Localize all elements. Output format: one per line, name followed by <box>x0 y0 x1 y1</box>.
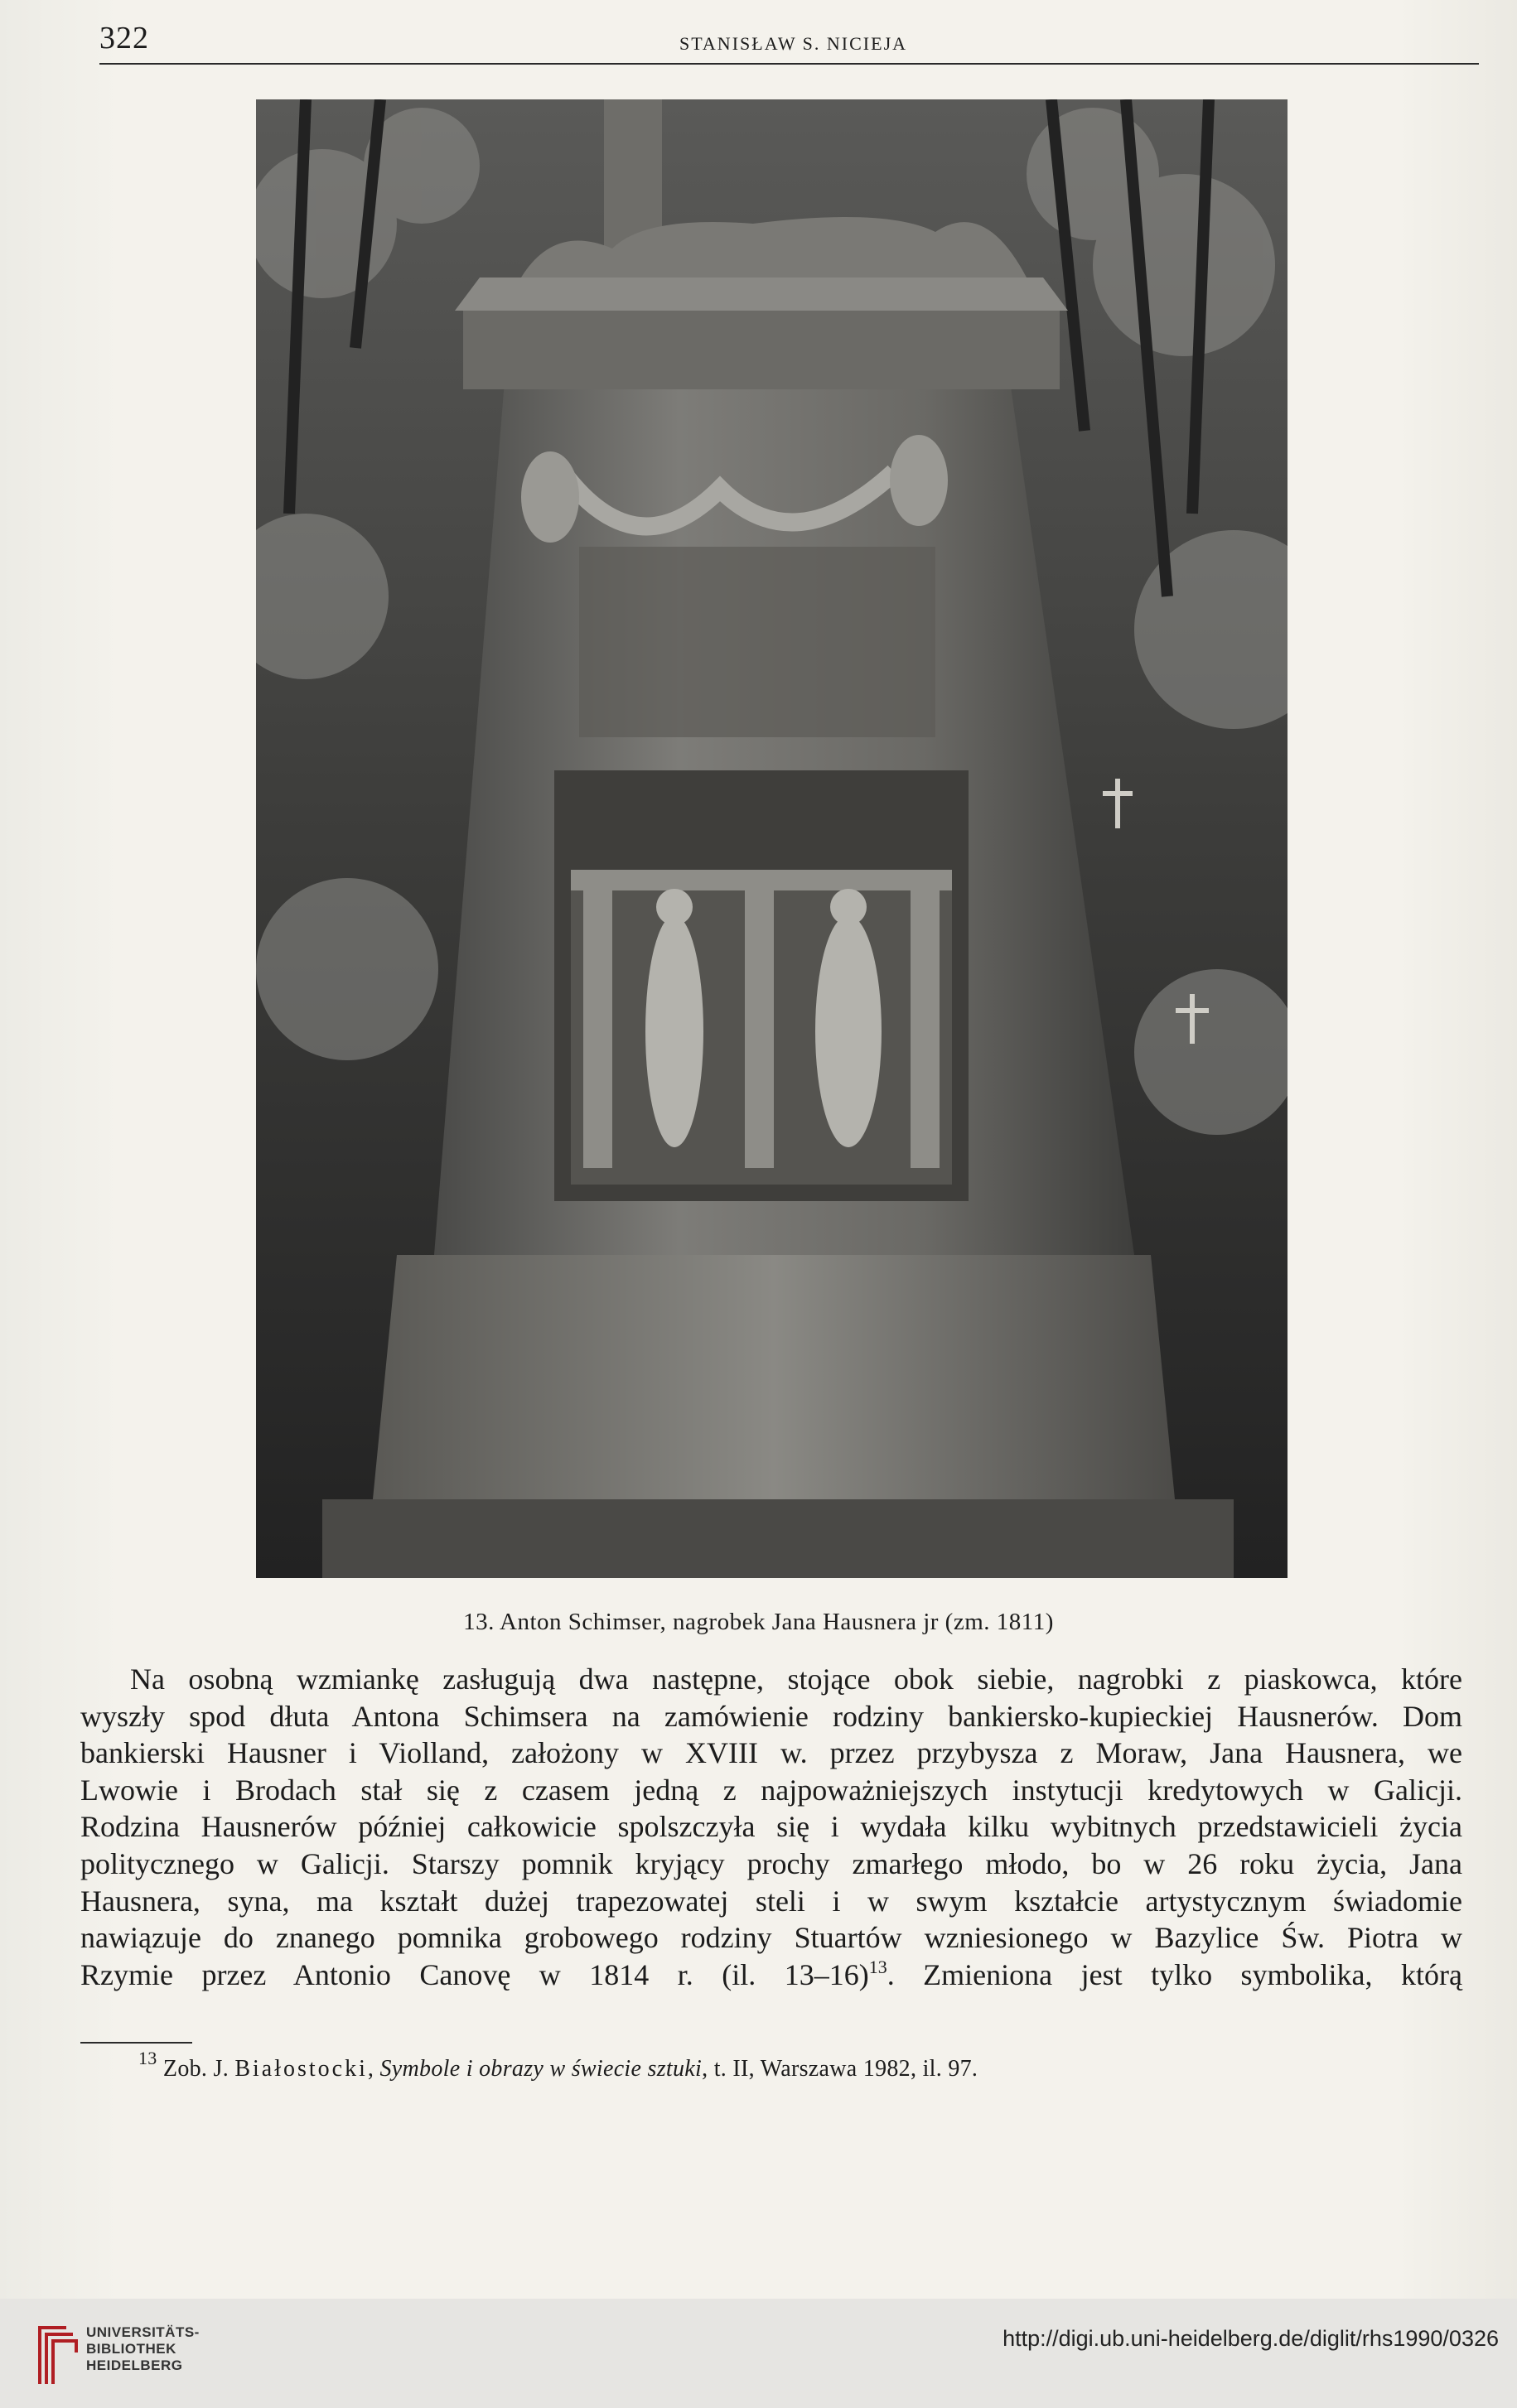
text-line-content: Rzymie przez Antonio Canovę w 1814 r. (il. 13–16) <box>80 1957 869 1991</box>
footnote-number: 13 <box>138 2048 157 2068</box>
text-line: wyszły spod dłuta Antona Schimsera na zamówienie rodziny bankiersko-kupieckiej Hausnerów. Dom <box>80 1699 1462 1733</box>
text-line: Hausnera, syna, ma kształt dużej trapezowatej steli i w swym kształcie artystycznym świadomie <box>80 1884 1462 1918</box>
text-line: nawiązuje do znanego pomnika grobowego rodziny Stuartów wzniesionego w Bazylice Św. Piotra w <box>80 1921 1462 1955</box>
page-number: 322 <box>99 21 149 55</box>
text-line: Rodzina Hausnerów później całkowicie spolszczyła się i wydała kilku wybitnych przedstawicieli życia <box>80 1810 1462 1844</box>
figure-caption: 13. Anton Schimser, nagrobek Jana Hausnera jr (zm. 1811) <box>463 1609 1054 1635</box>
library-logo-text <box>86 2324 200 2374</box>
footnote-prefix: Zob. J. <box>162 2056 235 2082</box>
footnote-rule <box>80 2042 192 2044</box>
logo-line: HEIDELBERG <box>86 2357 183 2373</box>
running-header <box>99 15 1479 63</box>
source-url-link[interactable]: http://digi.ub.uni-heidelberg.de/diglit/rhs1990/0326 <box>1002 2326 1499 2351</box>
running-head-author: STANISŁAW S. NICIEJA <box>679 33 908 54</box>
footnote-author: Białostocki <box>234 2056 368 2082</box>
photo-drawing <box>256 99 1288 1578</box>
footnote-title: Symbole i obrazy w świecie sztuki <box>379 2056 703 2082</box>
text-line: politycznego w Galicji. Starszy pomnik kryjący prochy zmarłego młodo, bo w 26 roku życia, Jana <box>80 1846 1462 1880</box>
header-rule <box>99 63 1479 65</box>
body-paragraph <box>80 1661 1462 1993</box>
text-line: Lwowie i Brodach stał się z czasem jedną z najpoważniejszych instytucji kredytowych w Galicji. <box>80 1773 1462 1807</box>
tombstone-photograph <box>256 99 1288 1578</box>
footnote: $^{13}$ Zob. J. Białostocki, Symbole i obrazy w świecie sztuki, t. II, Warszawa 1982, il. 97. <box>138 2048 978 2082</box>
logo-line: BIBLIOTHEK <box>86 2341 176 2357</box>
library-footer-bar <box>0 2299 1517 2408</box>
footnote-rest: , t. II, Warszawa 1982, il. 97. <box>702 2056 978 2082</box>
logo-line: UNIVERSITÄTS- <box>86 2324 200 2340</box>
library-logo-icon <box>33 2319 81 2391</box>
footnote-reference[interactable]: 13 <box>868 1956 887 1977</box>
text-line: Na osobną wzmiankę zasługują dwa następne, stojące obok siebie, nagrobki z piaskowca, które <box>130 1662 1462 1696</box>
text-line-last <box>80 1957 1462 1994</box>
text-line: bankierski Hausner i Violland, założony w XVIII w. przez przybysza z Moraw, Jana Hausnera, we <box>80 1736 1462 1770</box>
text-line-tail: . Zmieniona jest tylko symbolika, którą <box>887 1957 1462 1991</box>
